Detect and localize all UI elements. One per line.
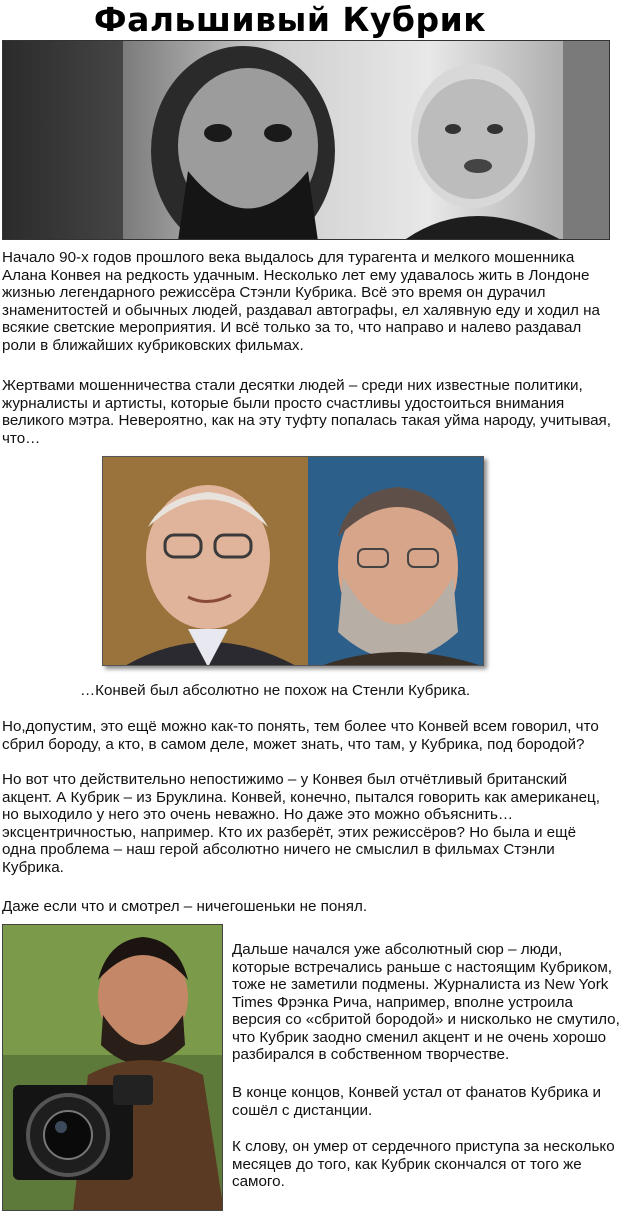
page-title: Фальшивый Кубрик xyxy=(93,0,487,39)
photo-camera-image xyxy=(3,925,223,1211)
paragraph-tired: В конце концов, Конвей устал от фанатов Кубрика и сошёл с дистанции. xyxy=(232,1084,602,1119)
photo-kubrick-and-conway-bw xyxy=(2,40,610,240)
paragraph-watched: Даже если что и смотрел – ничегошеньки не понял. xyxy=(2,898,368,915)
paragraph-victims: Жертвами мошенничества стали десятки людей – среди них известные политики, журналисты и артисты, которые были просто счастливы удостоиться внимания великого мэтра. Невероятно, как на эту туфту попалась такая уйма народу, учитывая, что… xyxy=(2,377,611,447)
photo-color-image xyxy=(103,457,484,666)
paragraph-surreal: Дальше начался уже абсолютный сюр – люди, которые встречались раньше с настоящим Кубриком, тоже не заметили подмены. Журналиста из New York Times Фрэнка Рича, например, вполне устроила версия со «сбритой бородой» и нисколько не смутило, что Кубрик заодно сменил акцент и не очень хорошо разбирался в собственном творчестве. xyxy=(232,941,620,1063)
photo-caption: …Конвей был абсолютно не похож на Стенли Кубрика. xyxy=(79,682,471,699)
paragraph-intro: Начало 90-х годов прошлого века выдалось для турагента и мелкого мошенника Алана Конвея на редкость удачным. Несколько лет ему удавалось жить в Лондоне жизнью легендарного режиссёра Стэнли Кубрика. Всё это время он дурачил знаменитостей и обычных людей, раздавал автографы, ел халявную еду и ходил на всякие светские мероприятия. И всё только за то, что направо и налево раздавал роли в ближайших кубриковских фильмах. xyxy=(2,249,600,354)
photo-bw-image xyxy=(3,41,610,240)
paragraph-accent: Но вот что действительно непостижимо – у Конвея был отчётливый британский акцент. А Кубрик – из Бруклина. Конвей, конечно, пытался говорить как американец, но выходило у него это очень неважно. Но даже это можно объяснить… эксцентричностью, например. Кто их разберёт, этих режиссёров? Но была и ещё одна проблема – наш герой абсолютно ничего не смыслил в фильмах Стэнли Кубрика. xyxy=(2,771,600,876)
paragraph-beard: Но,допустим, это ещё можно как-то понять, тем более что Конвей всем говорил, что сбрил бороду, а кто, в самом деле, может знать, что там, у Кубрика, под бородой? xyxy=(2,718,599,753)
photo-conway-vs-kubrick-color xyxy=(102,456,484,666)
paragraph-death: К слову, он умер от сердечного приступа за несколько месяцев до того, как Кубрик скончался от того же самого. xyxy=(232,1138,615,1190)
photo-kubrick-with-camera xyxy=(2,924,223,1211)
